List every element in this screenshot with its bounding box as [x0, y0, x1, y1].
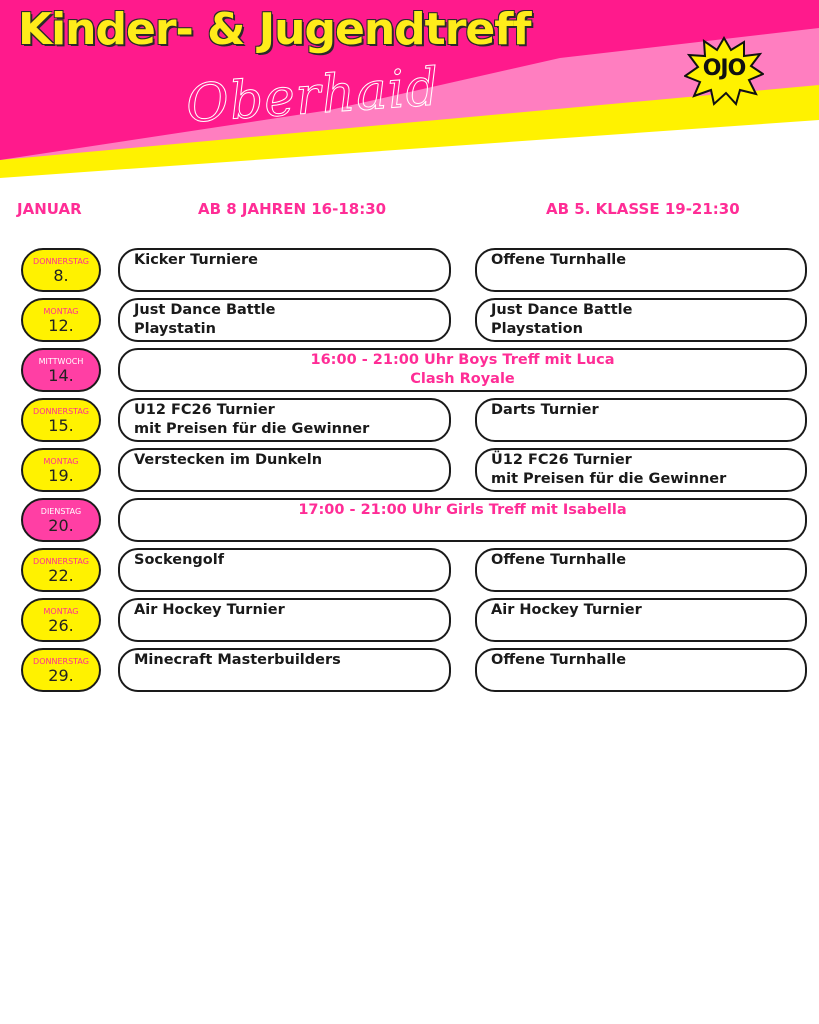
schedule-row [0, 398, 819, 444]
main-title: Kinder- & Jugendtreff [18, 4, 531, 55]
schedule-row [0, 498, 819, 544]
schedule-row [0, 448, 819, 494]
logo-text: OJO [702, 56, 746, 81]
activity-text: U12 FC26 Turnier [134, 402, 275, 418]
date-label: 12. [48, 316, 74, 335]
weekday-label: MITTWOCH [38, 357, 84, 366]
schedule-row [0, 248, 819, 294]
date-label: 15. [48, 416, 74, 435]
special-event-box [118, 348, 807, 392]
activity-text: mit Preisen für die Gewinner [491, 471, 727, 487]
activity-text: Offene Turnhalle [491, 252, 627, 268]
weekday-label: DONNERSTAG [33, 407, 89, 416]
activity-box-class5 [475, 548, 807, 592]
activity-text: Kicker Turniere [134, 252, 258, 268]
weekday-label: DONNERSTAG [33, 557, 89, 566]
day-badge [21, 648, 101, 692]
weekday-label: MONTAG [43, 307, 79, 316]
activity-box-class5 [475, 248, 807, 292]
activity-text: Verstecken im Dunkeln [134, 452, 323, 468]
column-heading-age8: AB 8 JAHREN 16-18:30 [198, 200, 387, 218]
column-heading-class5: AB 5. KLASSE 19-21:30 [546, 200, 740, 218]
day-badge [21, 598, 101, 642]
day-badge [21, 398, 101, 442]
weekday-label: DONNERSTAG [33, 657, 89, 666]
activity-box-class5 [475, 448, 807, 492]
activity-box-age8 [118, 648, 451, 692]
schedule-row [0, 648, 819, 694]
date-label: 8. [53, 266, 69, 285]
activity-text: Minecraft Masterbuilders [134, 652, 341, 668]
activity-text: Ü12 FC26 Turnier [491, 452, 632, 468]
ojo-logo [684, 36, 764, 106]
activity-text: Air Hockey Turnier [134, 602, 285, 618]
date-label: 22. [48, 566, 74, 585]
day-badge [21, 548, 101, 592]
schedule-row [0, 348, 819, 394]
activity-text: 17:00 - 21:00 Uhr Girls Treff mit Isabella [298, 502, 627, 518]
subtitle-script: Oberhaid [184, 57, 442, 135]
activity-text: Clash Royale [410, 371, 515, 387]
activity-box-class5 [475, 398, 807, 442]
activity-text: Air Hockey Turnier [491, 602, 642, 618]
date-label: 26. [48, 616, 74, 635]
day-badge [21, 498, 101, 542]
activity-text: Playstation [491, 321, 583, 337]
weekday-label: DONNERSTAG [33, 257, 89, 266]
activity-text: Playstatin [134, 321, 216, 337]
day-badge [21, 248, 101, 292]
activity-box-class5 [475, 298, 807, 342]
schedule-row [0, 298, 819, 344]
weekday-label: MONTAG [43, 607, 79, 616]
activity-box-age8 [118, 298, 451, 342]
activity-text: Darts Turnier [491, 402, 599, 418]
activity-box-class5 [475, 648, 807, 692]
activity-text: Offene Turnhalle [491, 552, 627, 568]
weekday-label: MONTAG [43, 457, 79, 466]
date-label: 29. [48, 666, 74, 685]
month-heading: JANUAR [17, 200, 82, 218]
special-event-box [118, 498, 807, 542]
activity-box-age8 [118, 398, 451, 442]
activity-text: 16:00 - 21:00 Uhr Boys Treff mit Luca [310, 352, 615, 368]
date-label: 14. [48, 366, 74, 385]
day-badge [21, 298, 101, 342]
activity-box-age8 [118, 598, 451, 642]
weekday-label: DIENSTAG [40, 507, 82, 516]
schedule-row [0, 598, 819, 644]
date-label: 20. [48, 516, 74, 535]
activity-box-age8 [118, 248, 451, 292]
day-badge [21, 448, 101, 492]
activity-text: Offene Turnhalle [491, 652, 627, 668]
date-label: 19. [48, 466, 74, 485]
schedule-row [0, 548, 819, 594]
day-badge [21, 348, 101, 392]
activity-box-age8 [118, 548, 451, 592]
activity-box-age8 [118, 448, 451, 492]
activity-text: Just Dance Battle [134, 302, 276, 318]
activity-text: mit Preisen für die Gewinner [134, 421, 370, 437]
activity-text: Just Dance Battle [491, 302, 633, 318]
activity-text: Sockengolf [134, 552, 225, 568]
header-banner [0, 0, 819, 180]
activity-box-class5 [475, 598, 807, 642]
